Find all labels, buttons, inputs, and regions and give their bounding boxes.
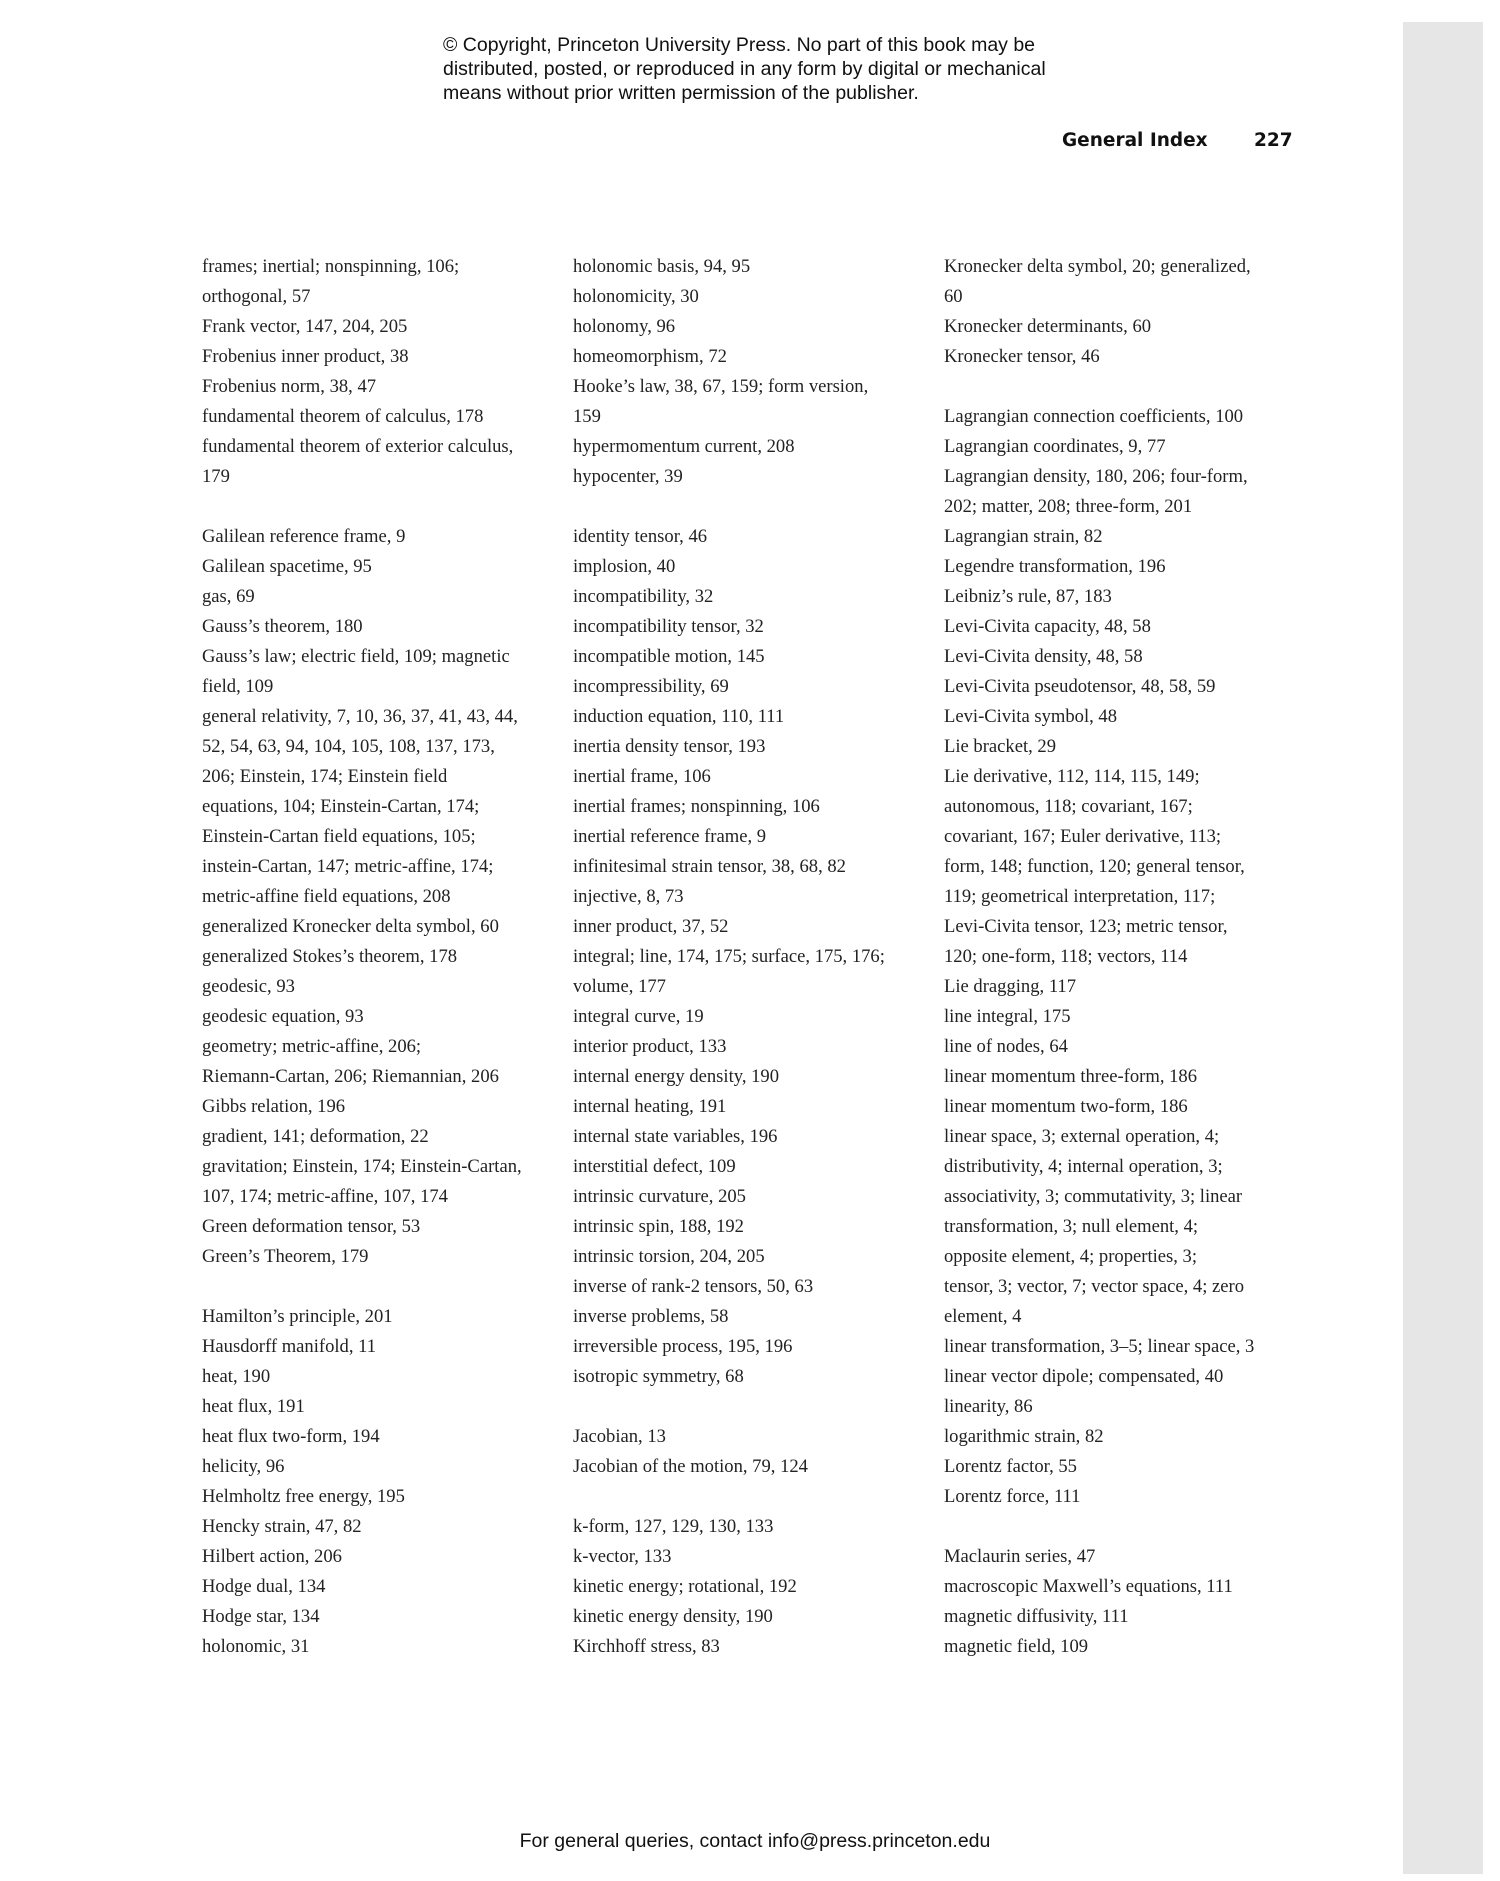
index-entry-line: fundamental theorem of calculus, 178 (202, 406, 484, 427)
index-entry-line: inertial frame, 106 (573, 766, 711, 787)
index-entry-line: 159 (573, 406, 601, 427)
index-entry (944, 1002, 1304, 1032)
index-entry (573, 1122, 933, 1152)
index-entry-line: induction equation, 110, 111 (573, 706, 785, 727)
index-entry-line: Hamilton’s principle, 201 (202, 1306, 393, 1327)
index-entry-line: generalized Kronecker delta symbol, 60 (202, 916, 499, 937)
index-entry-line: inverse problems, 58 (573, 1306, 729, 1327)
index-entry-line: magnetic field, 109 (944, 1636, 1089, 1657)
index-entry-line: Lagrangian strain, 82 (944, 526, 1103, 547)
index-entry-line: volume, 177 (573, 976, 666, 997)
index-entry (202, 1092, 562, 1122)
index-entry-line: Lie derivative, 112, 114, 115, 149; (944, 766, 1200, 787)
index-entry (202, 1392, 562, 1422)
letter-group-gap (202, 492, 562, 522)
index-entry (202, 642, 562, 702)
index-entry-line: linearity, 86 (944, 1396, 1033, 1417)
index-entry-line: Gauss’s theorem, 180 (202, 616, 363, 637)
index-entry (573, 1242, 933, 1272)
index-entry-line: covariant, 167; Euler derivative, 113; (944, 826, 1222, 847)
index-entry-line: Lagrangian density, 180, 206; four-form, (944, 466, 1248, 487)
index-entry-line: distributivity, 4; internal operation, 3; (944, 1156, 1223, 1177)
copyright-notice (443, 33, 1163, 105)
index-entry (573, 1512, 933, 1542)
index-entry-line: linear vector dipole; compensated, 40 (944, 1366, 1224, 1387)
index-entry-line: helicity, 96 (202, 1456, 285, 1477)
index-entry-line: Lagrangian coordinates, 9, 77 (944, 436, 1166, 457)
index-entry (573, 1152, 933, 1182)
index-entry-line: linear momentum three-form, 186 (944, 1066, 1198, 1087)
index-entry-line: Galilean spacetime, 95 (202, 556, 372, 577)
index-entry (202, 1362, 562, 1392)
index-column-2 (573, 252, 933, 1662)
index-entry (202, 372, 562, 402)
index-entry (944, 732, 1304, 762)
index-entry-line: metric-affine field equations, 208 (202, 886, 451, 907)
index-column-1 (202, 252, 562, 1662)
letter-group-gap (944, 372, 1304, 402)
copyright-line: © Copyright, Princeton University Press. No part of this book may be (443, 34, 1036, 56)
index-entry-line: geometry; metric-affine, 206; (202, 1036, 422, 1057)
index-entry-line: Hodge star, 134 (202, 1606, 320, 1627)
index-entry (573, 852, 933, 882)
index-entry-line: infinitesimal strain tensor, 38, 68, 82 (573, 856, 846, 877)
index-entry (573, 252, 933, 282)
index-entry (573, 1632, 933, 1662)
index-entry-line: Kronecker determinants, 60 (944, 316, 1152, 337)
index-entry-line: Levi-Civita density, 48, 58 (944, 646, 1143, 667)
index-entry-line: holonomic basis, 94, 95 (573, 256, 751, 277)
copyright-line: means without prior written permission of the publisher. (443, 82, 919, 104)
index-entry-line: interior product, 133 (573, 1036, 727, 1057)
index-entry-line: k-vector, 133 (573, 1546, 672, 1567)
index-entry (944, 1422, 1304, 1452)
index-entry (573, 912, 933, 942)
index-entry (202, 582, 562, 612)
index-entry (202, 612, 562, 642)
index-entry-line: geodesic equation, 93 (202, 1006, 364, 1027)
index-entry-line: tensor, 3; vector, 7; vector space, 4; zero (944, 1276, 1245, 1297)
index-entry-line: Green deformation tensor, 53 (202, 1216, 421, 1237)
index-entry-line: general relativity, 7, 10, 36, 37, 41, 43, 44, (202, 706, 518, 727)
index-entry (944, 1122, 1304, 1332)
index-entry (944, 972, 1304, 1002)
index-entry (573, 282, 933, 312)
index-entry (573, 1092, 933, 1122)
index-entry (202, 1542, 562, 1572)
index-entry-line: field, 109 (202, 676, 274, 697)
index-entry-line: inner product, 37, 52 (573, 916, 729, 937)
letter-group-gap (573, 1392, 933, 1422)
index-entry (573, 1572, 933, 1602)
index-entry-line: macroscopic Maxwell’s equations, 111 (944, 1576, 1233, 1597)
index-entry (573, 462, 933, 492)
index-entry-line: gradient, 141; deformation, 22 (202, 1126, 429, 1147)
index-entry-line: incompatibility, 32 (573, 586, 714, 607)
index-entry (202, 1602, 562, 1632)
index-entry-line: Levi-Civita pseudotensor, 48, 58, 59 (944, 676, 1216, 697)
index-entry-line: Lie bracket, 29 (944, 736, 1057, 757)
index-entry (573, 1032, 933, 1062)
index-entry-line: kinetic energy; rotational, 192 (573, 1576, 797, 1597)
index-entry-line: linear transformation, 3–5; linear space, 3 (944, 1336, 1255, 1357)
index-entry (944, 582, 1304, 612)
index-column-3 (944, 252, 1304, 1662)
index-entry (944, 1632, 1304, 1662)
index-entry-line: Hausdorff manifold, 11 (202, 1336, 377, 1357)
index-entry-line: form, 148; function, 120; general tensor, (944, 856, 1245, 877)
index-entry-line: heat flux two-form, 194 (202, 1426, 380, 1447)
index-entry (573, 1452, 933, 1482)
index-entry (202, 1212, 562, 1242)
index-entry (202, 1422, 562, 1452)
index-entry-line: Gauss’s law; electric field, 109; magnetic (202, 646, 510, 667)
index-entry (202, 312, 562, 342)
index-entry (202, 1452, 562, 1482)
index-entry (944, 642, 1304, 672)
index-entry-line: 120; one-form, 118; vectors, 114 (944, 946, 1188, 967)
index-entry-line: 206; Einstein, 174; Einstein field (202, 766, 448, 787)
index-entry-line: Hodge dual, 134 (202, 1576, 326, 1597)
index-entry-line: line of nodes, 64 (944, 1036, 1068, 1057)
index-entry (202, 1152, 562, 1212)
index-entry (944, 522, 1304, 552)
index-entry-line: holonomy, 96 (573, 316, 676, 337)
index-entry (202, 402, 562, 432)
index-entry (944, 1482, 1304, 1512)
index-entry-line: linear space, 3; external operation, 4; (944, 1126, 1220, 1147)
index-entry (573, 1332, 933, 1362)
index-entry-line: heat flux, 191 (202, 1396, 305, 1417)
index-entry (202, 702, 562, 912)
index-entry-line: gravitation; Einstein, 174; Einstein-Cartan, (202, 1156, 522, 1177)
index-entry (202, 342, 562, 372)
index-entry (573, 642, 933, 672)
index-entry-line: inertial reference frame, 9 (573, 826, 767, 847)
index-entry-line: Maclaurin series, 47 (944, 1546, 1096, 1567)
index-entry-line: intrinsic curvature, 205 (573, 1186, 746, 1207)
index-entry-line: holonomicity, 30 (573, 286, 699, 307)
index-entry-line: associativity, 3; commutativity, 3; linear (944, 1186, 1243, 1207)
index-entry (944, 552, 1304, 582)
index-entry-line: hypermomentum current, 208 (573, 436, 795, 457)
index-entry-line: integral curve, 19 (573, 1006, 704, 1027)
index-entry (944, 1602, 1304, 1632)
index-entry (202, 252, 562, 312)
index-entry-line: Lie dragging, 117 (944, 976, 1077, 997)
index-entry-line: holonomic, 31 (202, 1636, 310, 1657)
index-entry (573, 702, 933, 732)
index-entry (573, 312, 933, 342)
index-entry (573, 582, 933, 612)
running-head-title: General Index (1062, 130, 1208, 151)
index-entry-line: transformation, 3; null element, 4; (944, 1216, 1199, 1237)
index-entry (944, 1392, 1304, 1422)
index-entry-line: Hilbert action, 206 (202, 1546, 342, 1567)
index-entry (573, 1062, 933, 1092)
index-entry-line: homeomorphism, 72 (573, 346, 727, 367)
index-entry (202, 972, 562, 1002)
index-entry-line: Legendre transformation, 196 (944, 556, 1166, 577)
index-entry-line: 60 (944, 286, 963, 307)
index-entry-line: orthogonal, 57 (202, 286, 311, 307)
index-entry (573, 1422, 933, 1452)
index-entry (202, 432, 562, 492)
index-entry (573, 1542, 933, 1572)
index-entry-line: Levi-Civita capacity, 48, 58 (944, 616, 1151, 637)
index-entry-line: internal state variables, 196 (573, 1126, 778, 1147)
page-edge-margin (1403, 22, 1483, 1874)
index-entry-line: Frobenius norm, 38, 47 (202, 376, 377, 397)
copyright-line: distributed, posted, or reproduced in any form by digital or mechanical (443, 58, 1046, 80)
index-entry-line: 52, 54, 63, 94, 104, 105, 108, 137, 173, (202, 736, 495, 757)
index-entry-line: fundamental theorem of exterior calculus, (202, 436, 514, 457)
index-entry (202, 522, 562, 552)
index-entry (202, 552, 562, 582)
letter-group-gap (944, 1512, 1304, 1542)
index-entry (573, 372, 933, 432)
index-entry (573, 762, 933, 792)
index-entry (944, 1092, 1304, 1122)
index-entry-line: linear momentum two-form, 186 (944, 1096, 1188, 1117)
index-entry (202, 1482, 562, 1512)
index-entry-line: irreversible process, 195, 196 (573, 1336, 793, 1357)
index-entry (573, 1362, 933, 1392)
index-entry-line: internal heating, 191 (573, 1096, 727, 1117)
index-entry (944, 1062, 1304, 1092)
index-entry (944, 672, 1304, 702)
index-entry-line: intrinsic torsion, 204, 205 (573, 1246, 765, 1267)
index-entry-line: Frank vector, 147, 204, 205 (202, 316, 408, 337)
index-entry-line: generalized Stokes’s theorem, 178 (202, 946, 458, 967)
index-entry-line: kinetic energy density, 190 (573, 1606, 773, 1627)
index-entry (573, 522, 933, 552)
index-entry-line: interstitial defect, 109 (573, 1156, 736, 1177)
index-entry (202, 1002, 562, 1032)
index-entry-line: inertial frames; nonspinning, 106 (573, 796, 820, 817)
index-entry (573, 1272, 933, 1302)
index-entry-line: incompatibility tensor, 32 (573, 616, 764, 637)
index-entry-line: instein-Cartan, 147; metric-affine, 174; (202, 856, 494, 877)
index-entry (573, 822, 933, 852)
index-entry-line: Hencky strain, 47, 82 (202, 1516, 362, 1537)
index-entry-line: autonomous, 118; covariant, 167; (944, 796, 1193, 817)
index-entry (573, 882, 933, 912)
index-entry-line: Hooke’s law, 38, 67, 159; form version, (573, 376, 869, 397)
index-entry-line: heat, 190 (202, 1366, 271, 1387)
index-entry-line: Levi-Civita symbol, 48 (944, 706, 1118, 727)
index-entry-line: Lorentz factor, 55 (944, 1456, 1077, 1477)
index-entry-line: 119; geometrical interpretation, 117; (944, 886, 1216, 907)
index-entry (944, 1362, 1304, 1392)
index-entry-line: opposite element, 4; properties, 3; (944, 1246, 1198, 1267)
index-entry (573, 1002, 933, 1032)
letter-group-gap (573, 492, 933, 522)
index-entry-line: injective, 8, 73 (573, 886, 684, 907)
index-entry-line: frames; inertial; nonspinning, 106; (202, 256, 460, 277)
index-entry-line: isotropic symmetry, 68 (573, 1366, 744, 1387)
index-entry-line: Kronecker delta symbol, 20; generalized, (944, 256, 1251, 277)
index-entry (202, 1242, 562, 1272)
footer-contact: For general queries, contact info@press.princeton.edu (519, 1830, 991, 1852)
index-entry-line: identity tensor, 46 (573, 526, 708, 547)
index-entry-line: Kirchhoff stress, 83 (573, 1636, 720, 1657)
index-entry-line: integral; line, 174, 175; surface, 175, 176; (573, 946, 885, 967)
index-entry (202, 1572, 562, 1602)
index-entry (202, 1032, 562, 1092)
page-number: 227 (1254, 130, 1293, 151)
index-entry (202, 1332, 562, 1362)
index-entry (573, 432, 933, 462)
index-entry-line: internal energy density, 190 (573, 1066, 780, 1087)
index-entry-line: Jacobian, 13 (573, 1426, 666, 1447)
index-entry (573, 1182, 933, 1212)
index-entry (944, 702, 1304, 732)
index-entry-line: 107, 174; metric-affine, 107, 174 (202, 1186, 448, 1207)
index-entry-line: equations, 104; Einstein-Cartan, 174; (202, 796, 480, 817)
index-entry-line: Einstein-Cartan field equations, 105; (202, 826, 476, 847)
index-entry-line: Gibbs relation, 196 (202, 1096, 346, 1117)
index-entry (202, 1632, 562, 1662)
index-entry-line: hypocenter, 39 (573, 466, 683, 487)
index-entry-line: gas, 69 (202, 586, 255, 607)
index-entry-line: Lagrangian connection coefficients, 100 (944, 406, 1244, 427)
index-entry-line: Levi-Civita tensor, 123; metric tensor, (944, 916, 1228, 937)
index-entry (573, 672, 933, 702)
index-entry-line: Riemann-Cartan, 206; Riemannian, 206 (202, 1066, 499, 1087)
index-entry-line: Galilean reference frame, 9 (202, 526, 406, 547)
index-entry (944, 342, 1304, 372)
index-entry (944, 312, 1304, 342)
index-entry (202, 942, 562, 972)
index-entry-line: 179 (202, 466, 230, 487)
index-entry-line: incompressibility, 69 (573, 676, 729, 697)
index-entry-line: implosion, 40 (573, 556, 676, 577)
index-entry (573, 1302, 933, 1332)
index-entry (944, 402, 1304, 432)
index-entry (573, 732, 933, 762)
index-entry-line: element, 4 (944, 1306, 1022, 1327)
index-entry-line: Green’s Theorem, 179 (202, 1246, 369, 1267)
index-entry-line: magnetic diffusivity, 111 (944, 1606, 1129, 1627)
index-entry (202, 1512, 562, 1542)
index-entry-line: geodesic, 93 (202, 976, 295, 997)
index-entry (202, 1122, 562, 1152)
index-entry (944, 1572, 1304, 1602)
index-entry (944, 1032, 1304, 1062)
index-entry (944, 252, 1304, 312)
index-entry-line: k-form, 127, 129, 130, 133 (573, 1516, 774, 1537)
running-head (1000, 130, 1293, 156)
index-entry (944, 462, 1304, 522)
index-entry (944, 612, 1304, 642)
index-entry-line: inertia density tensor, 193 (573, 736, 766, 757)
index-entry (573, 792, 933, 822)
index-entry-line: inverse of rank-2 tensors, 50, 63 (573, 1276, 814, 1297)
index-entry-line: Frobenius inner product, 38 (202, 346, 409, 367)
index-entry-line: incompatible motion, 145 (573, 646, 765, 667)
index-entry-line: Helmholtz free energy, 195 (202, 1486, 405, 1507)
index-entry-line: Lorentz force, 111 (944, 1486, 1081, 1507)
index-entry (944, 1452, 1304, 1482)
index-entry (944, 1332, 1304, 1362)
index-entry (944, 762, 1304, 972)
letter-group-gap (573, 1482, 933, 1512)
index-entry (573, 552, 933, 582)
letter-group-gap (202, 1272, 562, 1302)
index-entry (573, 342, 933, 372)
index-entry-line: Leibniz’s rule, 87, 183 (944, 586, 1112, 607)
index-entry (573, 1602, 933, 1632)
index-entry (944, 1542, 1304, 1572)
index-entry (944, 432, 1304, 462)
index-entry (573, 1212, 933, 1242)
index-entry-line: intrinsic spin, 188, 192 (573, 1216, 744, 1237)
index-entry-line: line integral, 175 (944, 1006, 1071, 1027)
index-entry-line: logarithmic strain, 82 (944, 1426, 1104, 1447)
index-entry-line: 202; matter, 208; three-form, 201 (944, 496, 1193, 517)
index-entry (573, 612, 933, 642)
index-entry-line: Kronecker tensor, 46 (944, 346, 1100, 367)
index-entry (202, 912, 562, 942)
index-entry (573, 942, 933, 1002)
index-entry-line: Jacobian of the motion, 79, 124 (573, 1456, 808, 1477)
index-entry (202, 1302, 562, 1332)
